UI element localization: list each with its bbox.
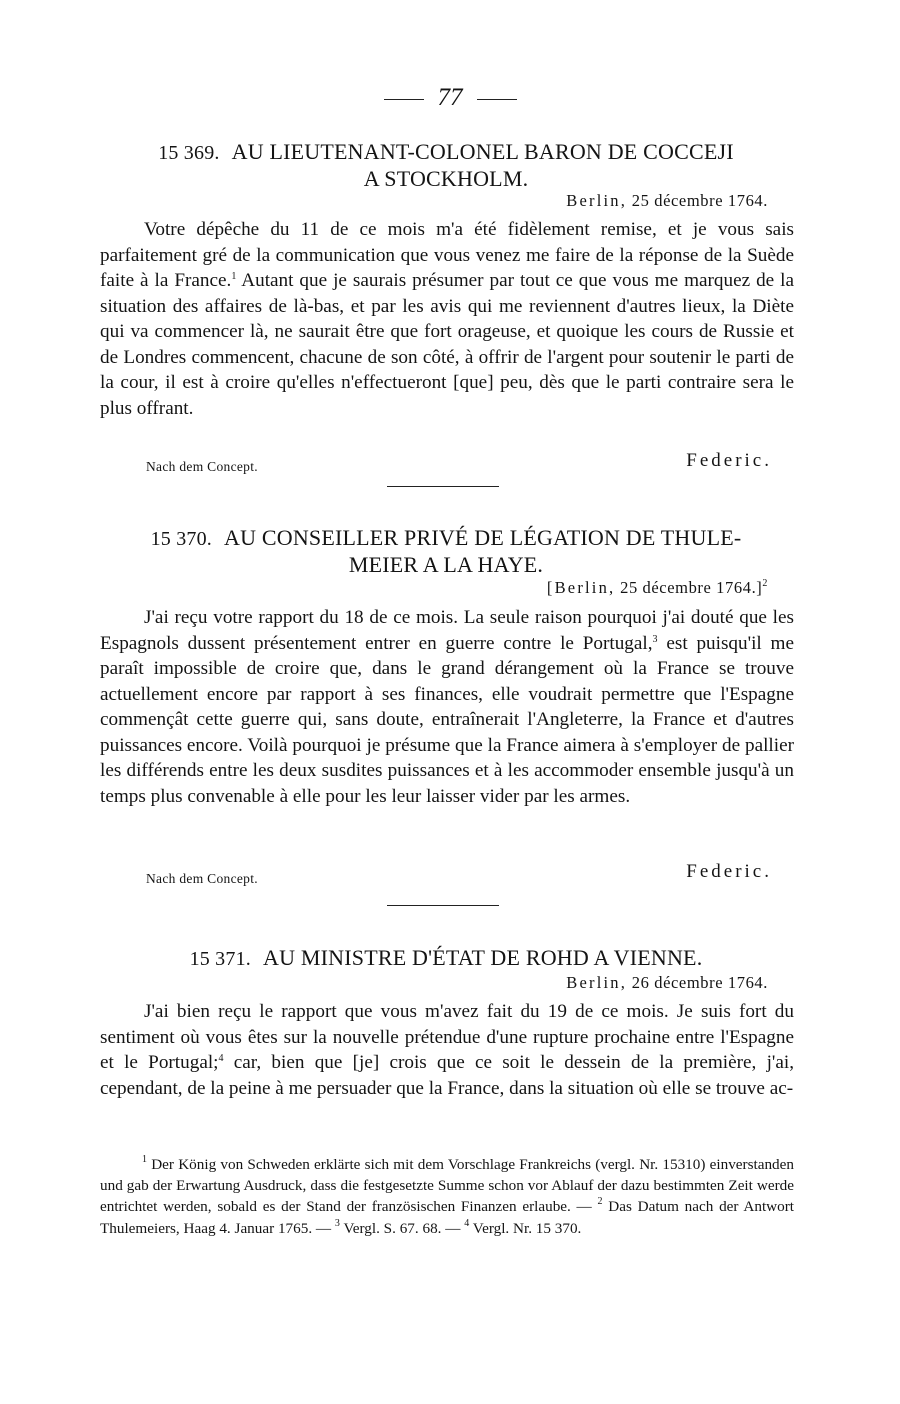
letter-3-text-a: J'ai bien reçu le rapport que vous m'avez fait du 19 de ce mois. Je suis fort du sentiment où vous êtes sur la nouvelle prétendue d'une rupture prochaine entre l'Espagne et le Portugal; <box>100 1001 794 1073</box>
letter-2-source: Nach dem Concept. <box>146 871 258 886</box>
letter-1-heading-line1 <box>100 139 792 166</box>
letter-3-date <box>566 973 768 993</box>
section-divider-1 <box>387 486 499 487</box>
footnote-mark-4: 4 <box>464 1217 470 1229</box>
letter-1-body <box>100 217 794 421</box>
footnote-mark-2: 2 <box>597 1196 603 1208</box>
footnote-ref-4: 4 <box>218 1053 224 1064</box>
section-divider-2 <box>387 905 499 906</box>
letter-2-text-b: est puisqu'il me paraît impossible de croire que, dans le grand dérangement où la France se trouve actuellement encore par rapport à ses finances, elle voudrait permettre que l'Espagne commençât cette guerre qui, sans doute, entraînerait l'Angleterre, la France et d'autres puissances encore. Voilà pourquoi je présume que la France aimera à s'employer de pallier les différends entre les deux susdites puissances et à les accommoder ensemble jusqu'à un temps plus convenable à elle pour les leur laisser vider par les armes. <box>100 632 794 807</box>
footnote-ref-2: 2 <box>762 578 768 589</box>
letter-2-signature: Federic. <box>686 861 772 882</box>
page-number-row <box>0 84 900 112</box>
letter-2-heading-line1 <box>100 525 792 552</box>
footnote-mark-3: 3 <box>334 1217 340 1229</box>
letter-2-date-city: [Berlin, <box>546 578 616 597</box>
letter-3-heading <box>100 945 792 972</box>
letter-1-number: 15 369. <box>158 142 220 164</box>
letter-3-number: 15 371. <box>189 948 251 970</box>
letter-1-heading <box>100 139 792 191</box>
footnote-ref-1: 1 <box>231 271 237 282</box>
letter-2-number: 15 370. <box>150 528 212 550</box>
letter-1-addressee: AU LIEUTENANT-COLONEL BARON DE COCCEJI <box>231 139 734 164</box>
letter-2-heading-line2: MEIER A LA HAYE. <box>348 552 544 577</box>
letter-1-date <box>566 191 768 211</box>
letter-1-heading-line2: A STOCKHOLM. <box>363 166 529 191</box>
footnote-1-text: Der König von Schweden erklärte sich mit dem Vorschlage Frankreichs (vergl. Nr. 15310) einverstanden und gab der Erwartung Ausdruck, dass die festgesetzte Summe schon vor Ablauf der dazu bestimmten Zeit werde entrichtet werden, sobald es der Stand der französischen Finanzen erlaube. — <box>100 1156 794 1216</box>
letter-3-date-text: 26 décembre 1764. <box>631 973 768 992</box>
footnote-4-text: Vergl. Nr. 15 370. <box>472 1219 582 1237</box>
letter-2-text-a: J'ai reçu votre rapport du 18 de ce mois. La seule raison pourquoi j'ai douté que les Espagnols dussent présentement entrer en guerre contre le Portugal, <box>100 607 794 654</box>
letter-3-heading-line1 <box>100 945 792 972</box>
letter-1-paragraph <box>100 217 794 421</box>
footnote-2-text: Das Datum nach der Antwort Thulemeiers, Haag 4. Januar 1765. — <box>100 1198 795 1237</box>
footnote-ref-3: 3 <box>652 633 658 645</box>
letter-3-date-city: Berlin, <box>566 973 628 992</box>
letter-2-heading <box>100 525 792 577</box>
letter-1-source: Nach dem Concept. <box>146 459 258 474</box>
letter-2-date <box>547 578 768 598</box>
page-number-dash-left <box>384 99 424 100</box>
letter-2-addressee: AU CONSEILLER PRIVÉ DE LÉGATION DE THULE- <box>224 525 742 550</box>
page-number: 77 <box>437 84 463 111</box>
footnote-mark-1: 1 <box>142 1154 147 1165</box>
footnotes <box>100 1154 794 1239</box>
page-number-dash-right <box>477 99 517 100</box>
letter-2-paragraph <box>100 605 794 809</box>
letter-3-addressee: AU MINISTRE D'ÉTAT DE ROHD A VIENNE. <box>262 945 703 970</box>
letter-3-text-b: car, bien que [je] crois que ce soit le dessein de la première, j'ai, cependant, de la peine à me persuader que la France, dans la situation où elle se trouve ac- <box>100 1052 794 1099</box>
footnote-3-text: Vergl. S. 67. 68. — <box>343 1219 465 1237</box>
letter-2-date-text: 25 décembre 1764.] <box>620 578 763 597</box>
letter-1-text-a: Votre dépêche du 11 de ce mois m'a été fidèlement remise, et je vous sais parfaitement gré de la communication que vous venez me faire de la réponse de la Suède faite à la France. <box>100 219 794 291</box>
letter-3-paragraph <box>100 999 794 1101</box>
letter-1-text-b: Autant que je saurais présumer par tout ce que vous me marquez de la situation des affaires de là-bas, et par les avis qui me reviennent d'autres lieux, la Diète qui va commencer là, ne saurait être que fort orageuse, et quoique les cours de Russie et de Londres commencent, chacune de son côté, à offrir de l'argent pour soutenir le parti de la cour, il est à croire qu'elles n'effectueront [que] peu, dès que le parti contraire sera le plus offrant. <box>100 270 794 419</box>
letter-2-body <box>100 605 794 809</box>
letter-1-signature: Federic. <box>686 450 772 471</box>
letter-3-body <box>100 999 794 1101</box>
letter-1-date-city: Berlin, <box>566 191 628 210</box>
letter-1-date-text: 25 décembre 1764. <box>631 191 768 210</box>
